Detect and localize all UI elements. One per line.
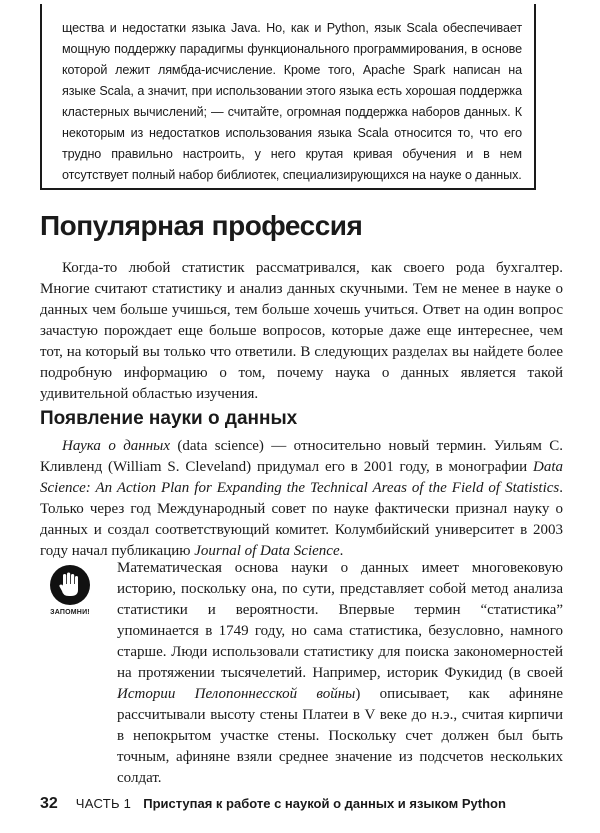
paragraph-part-b: . Только через год Международный совет по науке фактически признал науку о данных и создал соответствующий комитет. Колумбийский университет в 2003 году начал публикацию	[40, 480, 563, 559]
paragraph-part-c: .	[339, 543, 344, 559]
remember-paragraph	[117, 558, 563, 789]
section-title: Популярная профессия	[40, 210, 363, 241]
sidebar-text: щества и недостатки языка Java. Но, как и Python, язык Scala обеспечивает мощную поддержку парадигмы функционального программирования, в основе которой лежит лямбда-исчисление. Кроме того, Apache Spark написан на языке Scala, а значит, при использовании этого языка есть хорошая поддержка кластерных вычислений; — считайте, огромная поддержка наборов данных. К некоторым из недостатков использования языка Scala относится то, что его трудно правильно настроить, у него крутая кривая обучения и в нем отсутствует полный набор библиотек, специализирующихся на науке о данных.	[62, 21, 522, 182]
term-data-science: Наука о данных	[62, 438, 170, 454]
remember-part-a: Математическая основа науки о данных имеет многовековую историю, поскольку она, по сути, представляет собой метод анализа статистики и вероятности. Впервые термин “статистика” упоминается в 1749 году, но сама статистика, безусловно, намного старше. Люди использовали статистику для поиска закономерностей на протяжении тысячелетий. Например, историк Фукидид (в своей	[117, 560, 563, 681]
book-title: Data Science: An Action Plan for Expanding the Technical Areas of the Field of Statistics	[40, 459, 563, 496]
subsection-title: Появление науки о данных	[40, 408, 298, 429]
part-label: ЧАСТЬ 1	[75, 796, 132, 811]
sidebar-box	[40, 4, 536, 190]
journal-title: Journal of Data Science	[194, 543, 340, 559]
paragraph-part-a: (data science) — относительно новый термин. Уильям С. Кливленд (William S. Cleveland) придумал его в 2001 году, в монографии	[40, 438, 563, 475]
raised-hand-icon	[50, 565, 90, 605]
page-number: 32	[40, 795, 58, 812]
remember-callout	[40, 565, 100, 616]
remember-label: ЗАПОМНИ!	[50, 609, 90, 616]
remember-part-b: ) описывает, как афиняне рассчитывали высоту стены Платеи в V веке до н.э., считая кирпичи в непокрытом участке стены. Поскольку счет должен был быть точным, афиняне взяли среднее значение из подсчетов нескольких солдат.	[117, 686, 564, 786]
footer-title: Приступая к работе с наукой о данных и языком Python	[143, 796, 506, 811]
remember-book-title: Истории Пелопоннесской войны	[117, 686, 356, 702]
section-paragraph: Когда-то любой статистик рассматривался, как своего рода бухгалтер. Многие считают статистику и анализ данных скучными. Тем не менее в науке о данных чем больше учишься, тем больше хочешь учиться. Ответ на один вопрос зачастую порождает еще больше вопросов, которые даже еще интереснее, чем тот, на который вы только что ответили. В следующих разделах вы найдете более подробную информацию о том, почему наука о данных является такой удивительной областью изучения.	[40, 260, 563, 402]
subsection-paragraph	[40, 436, 563, 562]
page-footer	[40, 795, 580, 813]
